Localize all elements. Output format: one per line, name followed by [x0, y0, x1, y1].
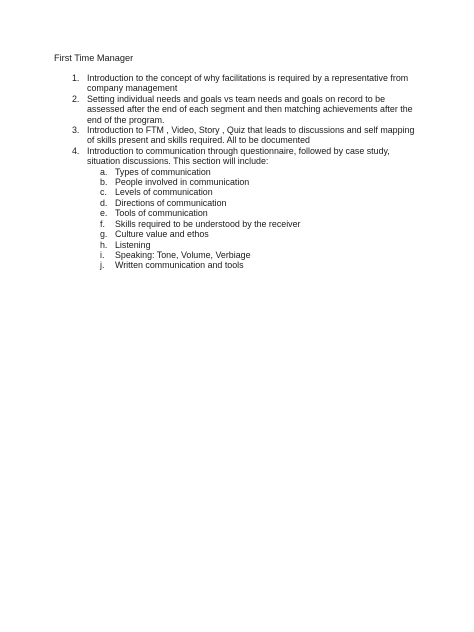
sub-list-text: Tools of communication — [115, 208, 208, 219]
list-item-line: Introduction to communication through questionnaire, followed by case study, — [87, 145, 390, 156]
sub-list-text: Levels of communication — [115, 187, 213, 198]
sub-list-item — [54, 187, 434, 197]
sub-list-item — [54, 229, 434, 239]
list-item-line: end of the program. — [87, 114, 165, 125]
document-title: First Time Manager — [54, 53, 134, 63]
list-item-line: of skills present and skills required. All to be documented — [87, 135, 310, 146]
list-item-3 — [54, 125, 434, 146]
sub-list-letter: e. — [100, 208, 108, 219]
sub-list-letter: j. — [100, 260, 105, 271]
list-item-line: assessed after the end of each segment and then matching achievements after the — [87, 104, 413, 115]
sub-list-letter: f. — [100, 218, 105, 229]
list-item-line: Introduction to the concept of why facilitations is required by a representative from — [87, 73, 409, 83]
sub-list-item — [54, 250, 434, 260]
sub-list-letter: d. — [100, 197, 108, 208]
list-item-2 — [54, 94, 434, 125]
list-item-1 — [54, 73, 434, 94]
sub-list-letter: c. — [100, 187, 107, 198]
list-item-line: company management — [87, 83, 178, 94]
list-number: 1. — [72, 73, 80, 83]
list-number: 4. — [72, 145, 80, 156]
sub-list-item — [54, 208, 434, 218]
list-item-line: Setting individual needs and goals vs team needs and goals on record to be — [87, 93, 386, 104]
sub-list-text: People involved in communication — [115, 177, 250, 188]
numbered-list — [54, 73, 434, 271]
sub-list-text: Written communication and tools — [115, 260, 244, 271]
list-number: 2. — [72, 93, 80, 104]
sub-list-text: Types of communication — [115, 166, 211, 177]
list-item-line: Introduction to FTM , Video, Story , Quiz that leads to discussions and self mapping — [87, 125, 415, 136]
list-item-4 — [54, 146, 434, 167]
sub-list-letter: a. — [100, 166, 108, 177]
sub-list-text: Directions of communication — [115, 197, 227, 208]
sub-list-letter: h. — [100, 239, 108, 250]
sub-list-letter: b. — [100, 177, 108, 188]
sub-list-text: Skills required to be understood by the receiver — [115, 218, 301, 229]
sub-list-item — [54, 219, 434, 229]
sub-list-item — [54, 198, 434, 208]
sub-list-item — [54, 260, 434, 270]
sub-list-item — [54, 177, 434, 187]
sub-list-item — [54, 240, 434, 250]
sub-list-letter: i. — [100, 249, 105, 260]
sub-list-text: Culture value and ethos — [115, 229, 209, 240]
sub-list-text: Listening — [115, 239, 151, 250]
sub-list-item — [54, 167, 434, 177]
sub-list-letter: g. — [100, 229, 108, 240]
sub-list-text: Speaking: Tone, Volume, Verbiage — [115, 249, 251, 260]
list-number: 3. — [72, 125, 80, 136]
list-item-line: situation discussions. This section will include: — [87, 156, 269, 167]
